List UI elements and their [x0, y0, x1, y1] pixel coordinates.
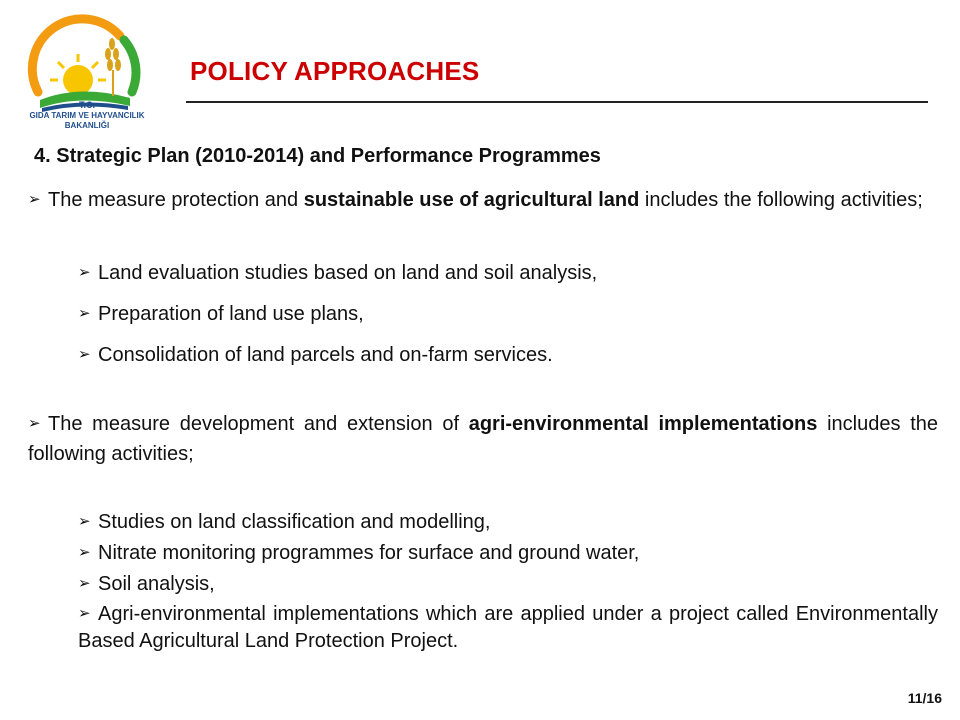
page-title: POLICY APPROACHES: [190, 56, 480, 86]
logo-text-tc: T.C.: [78, 100, 95, 110]
block1-intro-pre: The measure protection and: [48, 189, 304, 211]
page-number: 11/16: [907, 690, 942, 706]
block2-intro-pre: The measure development and extension of: [48, 413, 469, 435]
arrow-bullet-icon: ➢: [78, 575, 91, 592]
list-item: ➢ Nitrate monitoring programmes for surface and ground water,: [78, 539, 938, 567]
logo-text-bakanligi: BAKANLIĞI: [64, 121, 110, 130]
arrow-bullet-icon: ➢: [78, 305, 91, 322]
logo-text-ministry: GIDA TARIM VE HAYVANCILIK: [29, 111, 145, 120]
list-item: ➢ Soil analysis,: [78, 570, 938, 598]
block2-intro-bold: agri-environmental implementations: [468, 413, 818, 435]
list-item: ➢ Preparation of land use plans,: [78, 300, 938, 328]
block2-intro: [28, 409, 938, 469]
arrow-bullet-icon: ➢: [28, 415, 41, 432]
arrow-bullet-icon: ➢: [78, 346, 91, 363]
arrow-bullet-icon: ➢: [78, 264, 91, 281]
arrow-bullet-icon: ➢: [78, 605, 91, 622]
section-subtitle: 4. Strategic Plan (2010-2014) and Performance Programmes: [34, 145, 601, 167]
block1-intro-bold: sustainable use of agricultural land: [303, 189, 640, 211]
list-item: ➢ Land evaluation studies based on land and soil analysis,: [78, 259, 938, 287]
list-item: ➢ Consolidation of land parcels and on-farm services.: [78, 341, 938, 369]
block2-intro-post: includes the following activities;: [28, 413, 938, 465]
list-item: ➢ Agri-environmental implementations which are applied under a project called Environmentally Based Agricultural Land Protection Project.: [78, 600, 938, 655]
list-item: ➢ Studies on land classification and modelling,: [78, 508, 938, 536]
arrow-bullet-icon: ➢: [28, 191, 41, 208]
arrow-bullet-icon: ➢: [78, 513, 91, 530]
block1-intro: [28, 185, 938, 215]
title-underline: [186, 101, 928, 103]
arrow-bullet-icon: ➢: [78, 544, 91, 561]
block1-intro-post: includes the following activities;: [639, 189, 923, 211]
